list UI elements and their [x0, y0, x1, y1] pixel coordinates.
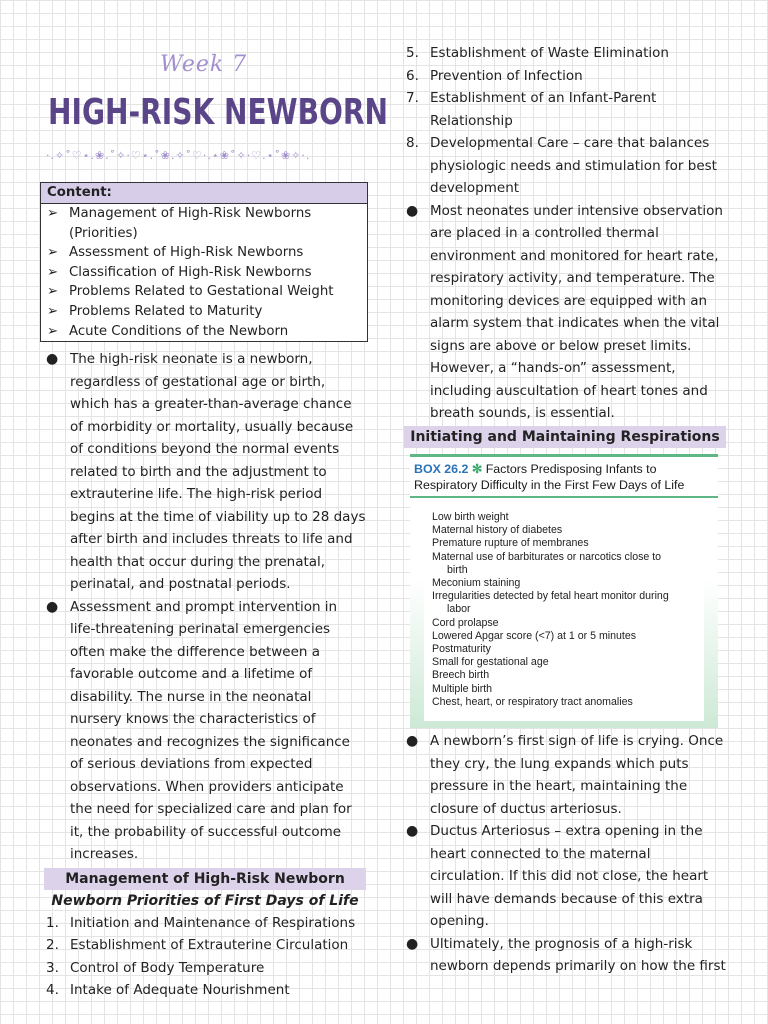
box-item: Breech birth: [432, 669, 490, 682]
arrow-bullet-icon: ➢: [47, 245, 59, 261]
box-item: Meconium staining: [432, 577, 521, 590]
textbook-box: [410, 454, 718, 728]
content-item-text: Management of High-Risk Newborns (Priorities): [69, 206, 312, 241]
box-item: Lowered Apgar score (<7) at 1 or 5 minutes: [432, 629, 637, 642]
right-column-bottom: [404, 730, 726, 978]
arrow-bullet-icon: ➢: [47, 206, 59, 221]
bullet-text: Assessment and prompt intervention in life-threatening perinatal emergencies often make the difference between a favorable outcome and a lifetime of disability. The nurse in the neonatal nursery knows the characteristics of neonates and recognizes the significance of serious deviations from expected observations. When providers anticipate the need for specialized care and plan for it, the probability of successful outcome increases.: [70, 598, 352, 862]
priority-text: Establishment of an Infant-Parent Relationship: [430, 90, 657, 129]
content-item: [45, 322, 367, 342]
list-item: [44, 348, 366, 596]
box-item-continuation: labor: [447, 603, 471, 616]
box-divider: [410, 496, 718, 498]
arrow-bullet-icon: ➢: [47, 264, 59, 280]
content-item: [45, 302, 367, 322]
priority-list: [44, 912, 366, 1002]
content-box: [40, 182, 368, 342]
section-band-management: Management of High-Risk Newborn: [44, 868, 366, 890]
box-item: Irregularities detected by fetal heart monitor during: [432, 590, 669, 603]
priority-item: [44, 957, 366, 980]
list-item: [404, 933, 726, 978]
bullet-dot-icon: ●: [406, 935, 419, 952]
bullet-text: The high-risk neonate is a newborn, regardless of gestational age or birth, which has a greater-than-average chance of morbidity or mortality, usually because of conditions beyond the normal events related to birth and the adjustment to extrauterine life. The high-risk period begins at the time of viability up to 28 days after birth and includes threats to life and health that occur during the prenatal, perinatal, and postnatal periods.: [70, 351, 366, 592]
box-item: Maternal use of barbiturates or narcotics close to: [432, 550, 662, 563]
item-number: 4.: [46, 982, 59, 998]
list-item: [404, 820, 726, 933]
bullet-text: A newborn’s first sign of life is crying. Once they cry, the lung expands which puts pressure in the heart, maintaining the closure of ductus arteriosus.: [430, 733, 724, 817]
box-item: Maternal history of diabetes: [432, 524, 563, 537]
arrow-bullet-icon: ➢: [47, 303, 59, 319]
item-number: 2.: [46, 937, 59, 953]
priority-item: [44, 934, 366, 957]
content-item: [45, 204, 367, 243]
asterisk-icon: ✻: [471, 462, 483, 476]
item-number: 7.: [406, 90, 419, 106]
list-item: [404, 730, 726, 820]
section-subheading: Newborn Priorities of First Days of Life: [51, 892, 359, 909]
left-column: [44, 348, 366, 1002]
box-item: Postmaturity: [432, 643, 491, 656]
content-item-text: Problems Related to Gestational Weight: [69, 284, 334, 300]
content-list: [41, 204, 367, 341]
content-item-text: Acute Conditions of the Newborn: [69, 323, 289, 339]
priority-text: Prevention of Infection: [430, 67, 583, 84]
box-item: Small for gestational age: [432, 656, 549, 669]
bullet-dot-icon: ●: [406, 202, 419, 219]
content-item: [45, 263, 367, 283]
bullet-text: Ultimately, the prognosis of a high-risk newborn depends primarily on how the first: [430, 935, 726, 974]
box-list: [424, 506, 704, 721]
priority-text: Establishment of Extrauterine Circulation: [70, 937, 349, 953]
bullet-dot-icon: ●: [406, 823, 419, 839]
bullet-text: Ductus Arteriosus – extra opening in the heart connected to the maternal circulation. If this did not close, the heart will have demands because of this extra opening.: [430, 823, 709, 929]
intro-bullets: [44, 348, 366, 866]
bullet-text: Most neonates under intensive observation are placed in a controlled thermal environment and monitored for heart rate, respiratory activity, and temperature. The monitoring devices are equipped with an alarm system that indicates when the vital signs are above or below preset limits. However, a “hands-on” assessment, including auscultation of heart tones and breath sounds, is essential.: [430, 202, 723, 421]
content-item-text: Classification of High-Risk Newborns: [69, 264, 312, 280]
box-item: Multiple birth: [432, 682, 493, 695]
week-label: Week 7: [160, 52, 248, 77]
item-number: 1.: [46, 914, 59, 931]
monitoring-bullets: [404, 200, 726, 425]
content-item-text: Problems Related to Maturity: [69, 303, 263, 319]
priority-text: Establishment of Waste Elimination: [430, 45, 669, 61]
box-number: BOX 26.2: [414, 462, 469, 476]
bullet-dot-icon: ●: [46, 598, 59, 615]
item-number: 8.: [406, 135, 419, 151]
priority-text: Control of Body Temperature: [70, 959, 265, 976]
list-item: [404, 200, 726, 425]
content-item-text: Assessment of High-Risk Newborns: [69, 245, 304, 261]
arrow-bullet-icon: ➢: [47, 284, 59, 300]
box-item: Cord prolapse: [432, 616, 499, 629]
priority-item: [404, 87, 726, 132]
list-item: [44, 596, 366, 866]
priority-item: [44, 912, 366, 935]
box-item-continuation: birth: [447, 563, 468, 576]
box-item: Chest, heart, or respiratory tract anomalies: [432, 695, 633, 708]
priority-item: [404, 65, 726, 88]
priority-list-continued: [404, 42, 726, 200]
arrow-bullet-icon: ➢: [47, 323, 59, 339]
content-item: [45, 282, 367, 302]
content-heading: Content:: [41, 183, 367, 204]
priority-item: [404, 42, 726, 65]
item-number: 5.: [406, 45, 419, 61]
priority-text: Initiation and Maintenance of Respirations: [70, 914, 356, 931]
box-title: [410, 457, 718, 493]
right-column-top: [404, 42, 726, 448]
section-band-respirations: Initiating and Maintaining Respirations: [404, 426, 726, 448]
box-item: Low birth weight: [432, 511, 509, 523]
priority-text: Intake of Adequate Nourishment: [70, 982, 290, 998]
circulation-bullets: [404, 730, 726, 978]
box-title-text: Factors Predisposing Infants to Respiratory Difficulty in the First Few Days of Life: [414, 462, 685, 492]
item-number: 3.: [46, 959, 59, 976]
item-number: 6.: [406, 67, 419, 84]
priority-item: [44, 979, 366, 1002]
bullet-dot-icon: ●: [46, 351, 59, 367]
box-item: Premature rupture of membranes: [432, 537, 589, 550]
decorative-ornament: ·.✧˚♡⋆.❀.˚✧·♡⋆.˚❀.✧˚♡·.⋆❀˚✧·♡.⋆˚❀✧·.: [46, 149, 311, 162]
page-title: HIGH-RISK NEWBORN: [48, 92, 389, 133]
priority-item: [404, 132, 726, 200]
bullet-dot-icon: ●: [406, 733, 419, 749]
content-item: [45, 243, 367, 263]
priority-text: Developmental Care – care that balances physiologic needs and stimulation for best development: [430, 135, 717, 196]
